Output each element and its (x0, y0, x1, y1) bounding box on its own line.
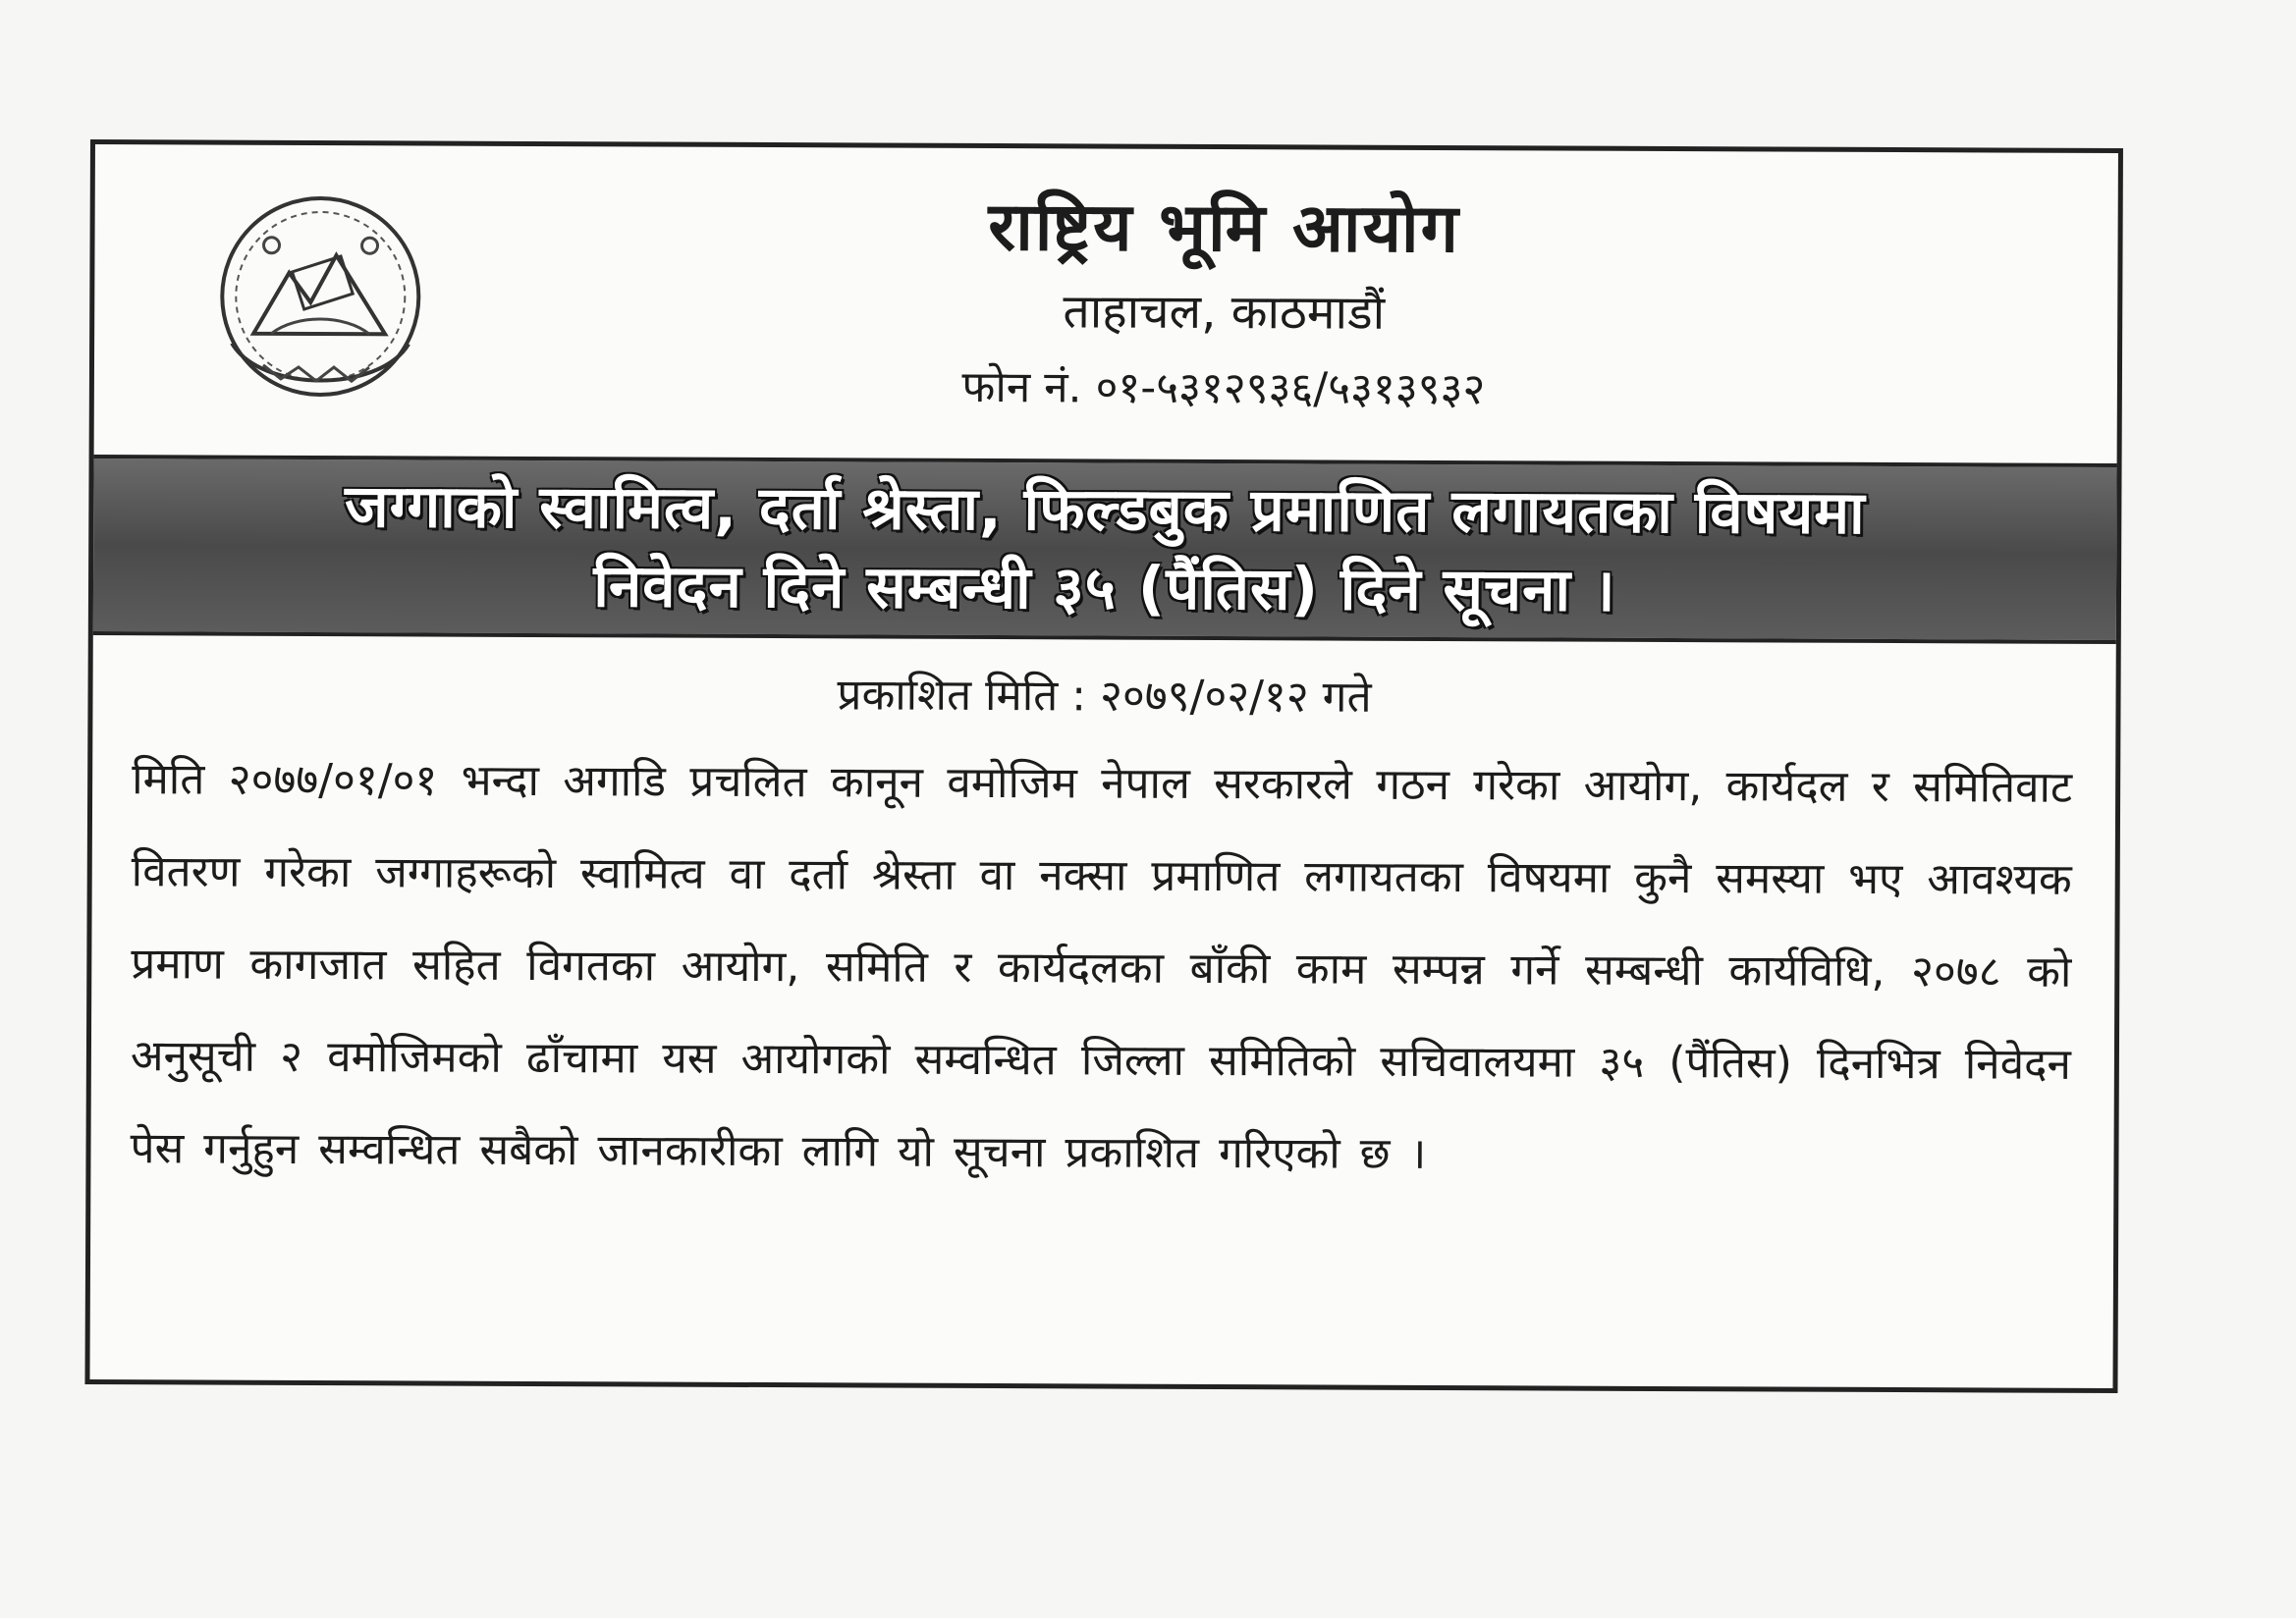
organization-phone: फोन नं. ०१-५३१२९३६/५३१३९३२ (961, 361, 1486, 415)
notice-body-paragraph: मिति २०७७/०१/०१ भन्दा अगाडि प्रचलित कानून वमोजिम नेपाल सरकारले गठन गरेका आयोग, कार्यदल र समितिवाट वितरण गरेका जग्गाहरूको स्वामित्व वा दर्ता श्रेस्ता वा नक्सा प्रमाणित लगायतका विषयमा कुनै समस्या भए आवश्यक प्रमाण कागजात सहित विगतका आयोग, समिति र कार्यदलका बाँकी काम सम्पन्न गर्ने सम्बन्धी कार्यविधि, २०७८ को अनुसूची २ वमोजिमको ढाँचामा यस आयोगको सम्वन्धित जिल्ला समितिको सचिवालयमा ३५ (पैंतिस) दिनभित्र निवेदन पेस गर्नुहुन सम्वन्धित सबैको जानकारीका लागि यो सूचना प्रकाशित गरिएको छ । (130, 754, 2073, 1179)
header-text-block (389, 145, 2059, 421)
organization-name: राष्ट्रिय भूमि आयोग (988, 188, 1461, 269)
banner-title-line-1: जग्गाको स्वामित्व, दर्ता श्रेस्ता, फिल्डबुक प्रमाणित लगायतका विषयमा (344, 472, 1866, 548)
notice-frame (84, 139, 2123, 1393)
published-date: प्रकाशित मिति : २०७९/०२/१२ गते (837, 670, 1372, 723)
banner-title-line-2: निवेदन दिने सम्बन्धी ३५ (पैंतिस) दिने सूचना । (593, 552, 1616, 625)
organization-address: ताहाचल, काठमाडौं (1063, 284, 1386, 341)
notice-title-banner (93, 458, 2117, 644)
notice-header (94, 144, 2118, 467)
